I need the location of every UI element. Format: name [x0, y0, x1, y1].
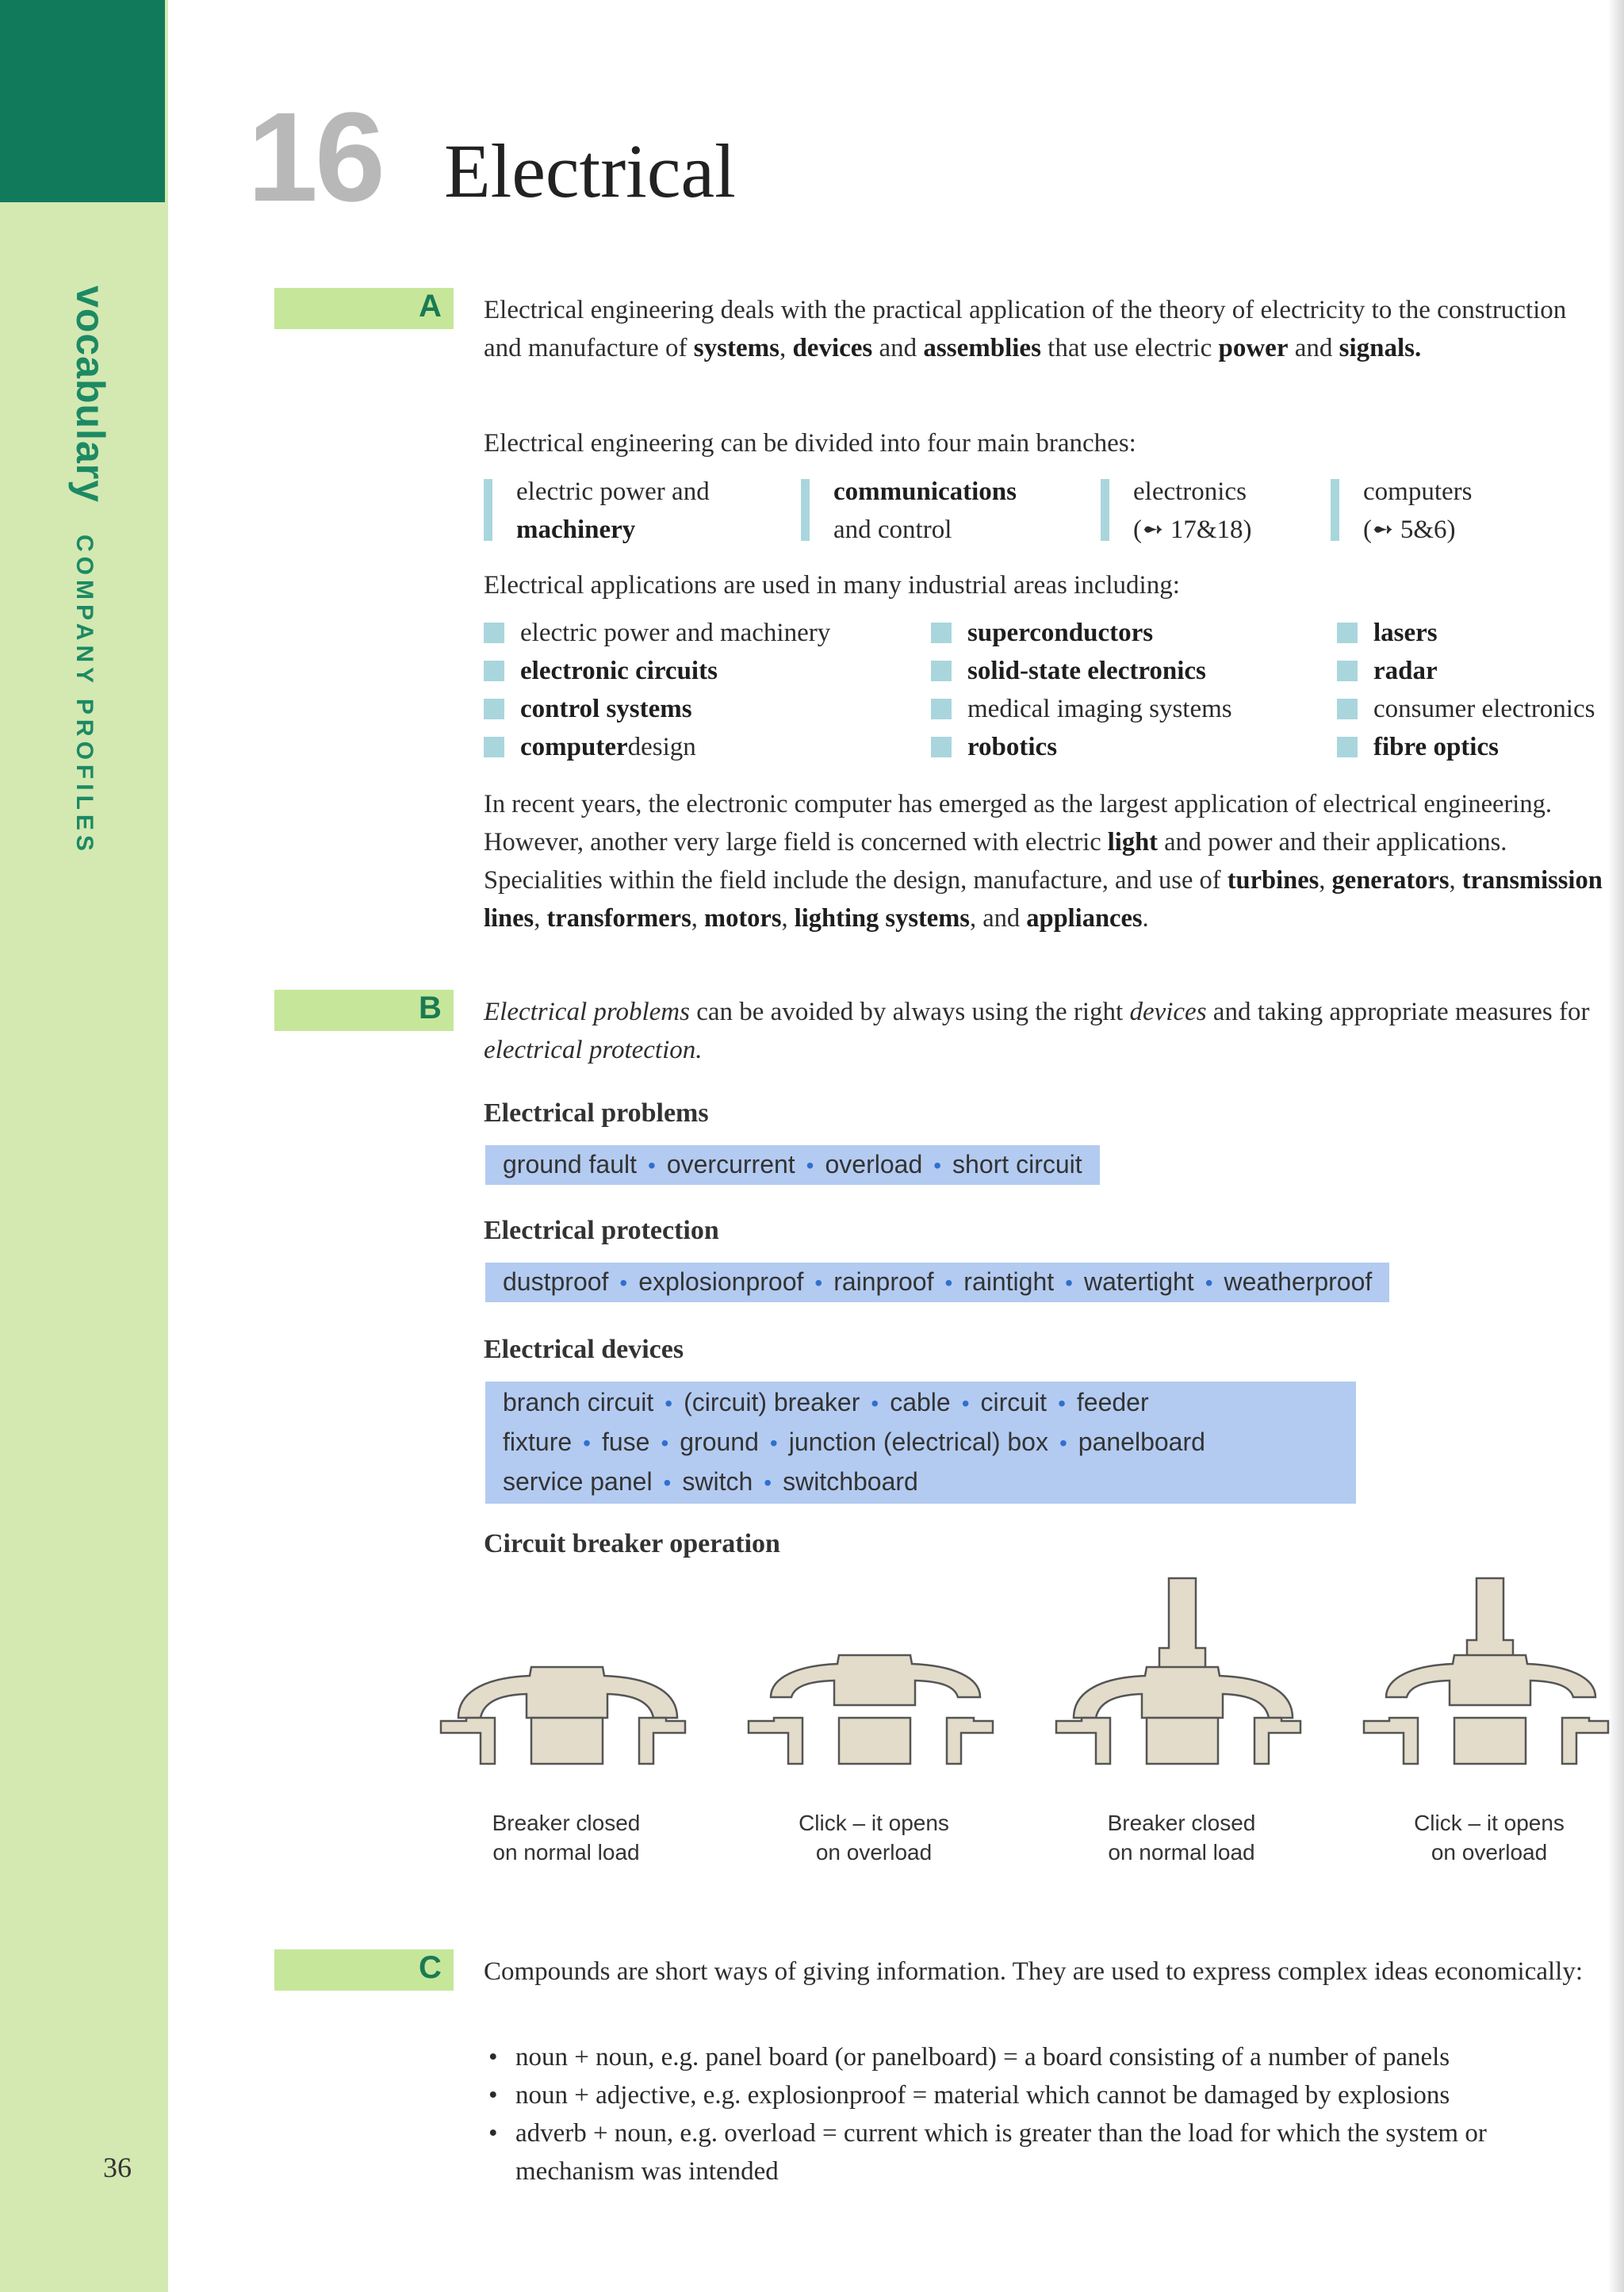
branch-marker: [484, 479, 492, 541]
breaker-open-stem-diagram: [1364, 1578, 1608, 1764]
breaker-closed-diagram: [441, 1667, 685, 1764]
list-item: control systems: [484, 690, 830, 728]
compounds-list: [484, 2038, 1610, 2190]
applications-col-2: [931, 614, 1232, 766]
diagram-caption: Breaker closed on normal load: [1107, 1811, 1256, 1865]
square-bullet-icon: [484, 623, 504, 643]
square-bullet-icon: [931, 737, 952, 757]
list-item: • adverb + noun, e.g. overload = current which is greater than the load for which the system or mechanism was intended: [484, 2114, 1610, 2190]
applications-col-1: [484, 614, 830, 766]
square-bullet-icon: [484, 699, 504, 719]
applications-col-3: [1337, 614, 1595, 766]
sidebar-title: vocabulary: [68, 286, 113, 504]
list-item: consumer electronics: [1337, 690, 1595, 728]
problems-heading: Electrical problems: [484, 1098, 709, 1128]
sidebar-label: [67, 286, 113, 856]
list-item: robotics: [931, 728, 1232, 766]
section-b-letter: B: [419, 991, 442, 1025]
branch-item: communications and control: [801, 473, 1017, 549]
list-item: medical imaging systems: [931, 690, 1232, 728]
square-bullet-icon: [1337, 699, 1358, 719]
branch-marker: [1101, 479, 1109, 541]
branch-item: computers (➻ 5&6): [1331, 473, 1472, 549]
diagram-caption: Breaker closed on normal load: [492, 1811, 641, 1865]
square-bullet-icon: [931, 623, 952, 643]
sidebar-subtitle: COMPANY PROFILES: [71, 535, 98, 856]
square-bullet-icon: [1337, 623, 1358, 643]
branch-item: electric power and machinery: [484, 473, 710, 549]
square-bullet-icon: [931, 661, 952, 681]
breaker-closed-stem-diagram: [1056, 1578, 1300, 1764]
branch-marker: [1331, 479, 1339, 541]
unit-number: 16: [247, 86, 382, 228]
sidebar-header-block: [0, 0, 165, 202]
list-item: solid-state electronics: [931, 652, 1232, 690]
list-item: computer design: [484, 728, 830, 766]
section-b-intro: Electrical problems can be avoided by always using the right devices and taking appropriate measures for electrical protection.: [484, 998, 1590, 1064]
devices-box: branch circuit • (circuit) breaker • cable • circuit • feeder fixture • fuse • ground • junction (electrical) box • panelboard service panel • switch • switchboard: [485, 1382, 1356, 1504]
protection-box: dustproof • explosionproof • rainproof • raintight • watertight • weatherproof: [485, 1263, 1389, 1302]
unit-title: Electrical: [444, 128, 736, 213]
section-a-intro: Electrical engineering deals with the practical application of the theory of electricity to the construction and manufacture of systems, devices and assemblies that use electric power and signals.: [484, 296, 1567, 362]
list-item: lasers: [1337, 614, 1595, 652]
square-bullet-icon: [1337, 661, 1358, 681]
list-item: fibre optics: [1337, 728, 1595, 766]
diagram-caption: Click – it opens on overload: [1414, 1811, 1565, 1865]
section-a-letter: A: [419, 289, 442, 324]
branch-marker: [801, 479, 810, 541]
square-bullet-icon: [931, 699, 952, 719]
applications-intro: Electrical applications are used in many industrial areas including:: [484, 571, 1180, 600]
list-item: electric power and machinery: [484, 614, 830, 652]
page-number: 36: [103, 2152, 132, 2183]
diagram-heading: Circuit breaker operation: [484, 1529, 780, 1558]
diagram-caption: Click – it opens on overload: [799, 1811, 949, 1865]
page-edge-shadow: [1608, 0, 1624, 2292]
square-bullet-icon: [1337, 737, 1358, 757]
square-bullet-icon: [484, 661, 504, 681]
circuit-breaker-diagram: [435, 1570, 1616, 1784]
list-item: • noun + noun, e.g. panel board (or panelboard) = a board consisting of a number of panels: [484, 2038, 1610, 2076]
problems-box: ground fault • overcurrent • overload • short circuit: [485, 1145, 1100, 1185]
breaker-open-diagram: [749, 1655, 993, 1764]
section-c-letter: C: [419, 1950, 442, 1985]
list-item: radar: [1337, 652, 1595, 690]
protection-heading: Electrical protection: [484, 1216, 719, 1245]
section-c-intro: Compounds are short ways of giving information. They are used to express complex ideas economically:: [484, 1957, 1583, 1986]
list-item: electronic circuits: [484, 652, 830, 690]
devices-heading: Electrical devices: [484, 1335, 684, 1364]
branch-item: electronics (➻ 17&18): [1101, 473, 1252, 549]
section-a-closing: In recent years, the electronic computer has emerged as the largest application of electrical engineering. However, another very large field is concerned with electric light and power and their applications. Specialities within the field include the design, manufacture, and use of turbines, generators, transmission lines, transformers, motors, lighting systems, and appliances.: [484, 790, 1603, 933]
branches-intro: Electrical engineering can be divided into four main branches:: [484, 429, 1136, 458]
square-bullet-icon: [484, 737, 504, 757]
list-item: • noun + adjective, e.g. explosionproof = material which cannot be damaged by explosions: [484, 2076, 1610, 2114]
list-item: superconductors: [931, 614, 1232, 652]
